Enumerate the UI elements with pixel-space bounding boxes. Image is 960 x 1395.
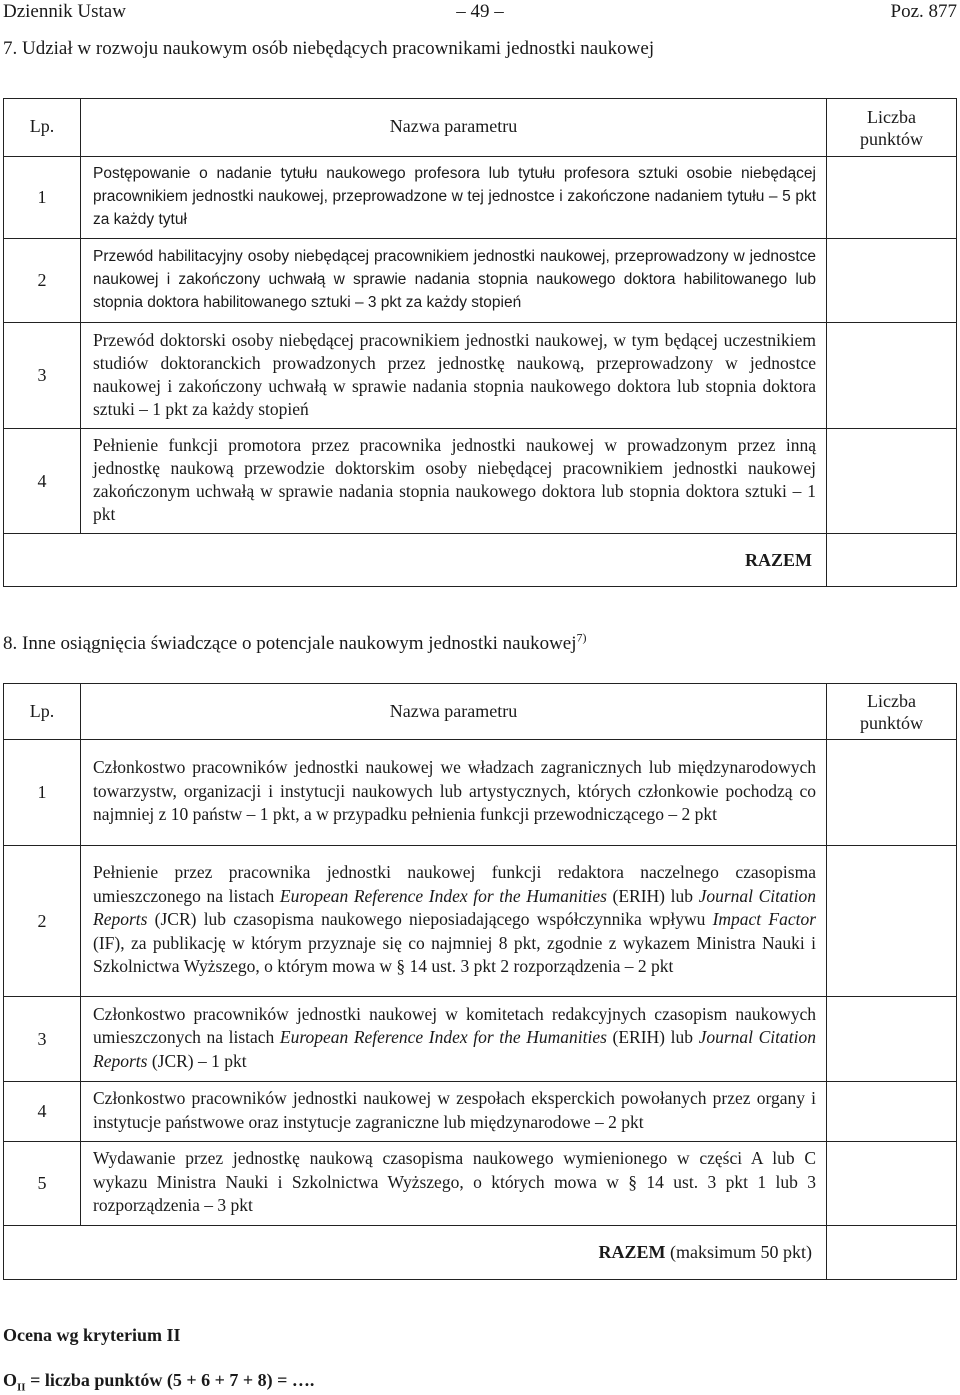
points-cell[interactable]	[827, 239, 957, 323]
section-8-table	[3, 683, 957, 1280]
points-header	[827, 99, 957, 157]
parameter-text: Członkostwo pracowników jednostki naukowej w komitetach redakcyjnych czasopism naukowych umieszczonych na listach European Reference Index for the Humanities (ERIH) lub Journal Citation Reports (JCR) – 1 pkt	[81, 997, 827, 1082]
row-number: 3	[4, 323, 81, 429]
points-header	[827, 684, 957, 740]
total-row	[4, 534, 957, 587]
table-row	[4, 429, 957, 534]
section-7-table	[3, 98, 957, 587]
total-label: RAZEM (maksimum 50 pkt)	[4, 1226, 827, 1280]
row-number: 1	[4, 740, 81, 846]
table-row	[4, 740, 957, 846]
table-header-row	[4, 99, 957, 157]
points-cell[interactable]	[827, 1082, 957, 1142]
name-header: Nazwa parametru	[81, 99, 827, 157]
row-number: 5	[4, 1142, 81, 1226]
table-row	[4, 997, 957, 1082]
row-number: 3	[4, 997, 81, 1082]
table-row	[4, 1082, 957, 1142]
total-points-cell[interactable]	[827, 1226, 957, 1280]
total-label: RAZEM	[4, 534, 827, 587]
points-header-line1: Liczba	[867, 690, 916, 711]
points-cell[interactable]	[827, 323, 957, 429]
criterion-title: Ocena wg kryterium II	[3, 1325, 181, 1345]
points-header-line1: Liczba	[867, 106, 916, 127]
section-8-title: 8. Inne osiągnięcia świadczące o potencjale naukowym jednostki naukowej$^{7)}$	[3, 630, 587, 654]
footnote-ref: 7)	[576, 630, 587, 645]
table-row	[4, 239, 957, 323]
table-row	[4, 157, 957, 239]
points-cell[interactable]	[827, 740, 957, 846]
parameter-text: Członkostwo pracowników jednostki naukowej w zespołach eksperckich powołanych przez organy i instytucje państwowe oraz instytucje zagraniczne lub międzynarodowe – 2 pkt	[81, 1082, 827, 1142]
page-number: – 49 –	[456, 1, 504, 22]
total-row	[4, 1226, 957, 1280]
points-header-line2: punktów	[860, 712, 923, 733]
points-cell[interactable]	[827, 997, 957, 1082]
row-number: 1	[4, 157, 81, 239]
table-header-row	[4, 684, 957, 740]
row-number: 2	[4, 846, 81, 997]
position-number: Poz. 877	[890, 1, 957, 22]
parameter-text: Pełnienie funkcji promotora przez pracownika jednostki naukowej w prowadzonym przez inną jednostkę naukową przewodzie doktorskim osoby niebędącej pracownikiem jednostki naukowej zakończonym uchwałą w sprawie nadania stopnia naukowego doktora lub stopnia doktora sztuki – 1 pkt	[81, 429, 827, 534]
name-header: Nazwa parametru	[81, 684, 827, 740]
section-7-title: 7. Udział w rozwoju naukowym osób niebędących pracownikami jednostki naukowej	[3, 38, 655, 59]
points-cell[interactable]	[827, 429, 957, 534]
parameter-text: Postępowanie o nadanie tytułu naukowego profesora lub tytułu profesora sztuki osobie niebędącej pracownikiem jednostki naukowej, przeprowadzone w tej jednostce i zakończone nadaniem tytułu – 5 pkt za każdy tytuł	[81, 157, 827, 239]
points-cell[interactable]	[827, 1142, 957, 1226]
lp-header: Lp.	[4, 99, 81, 157]
points-cell[interactable]	[827, 157, 957, 239]
lp-header: Lp.	[4, 684, 81, 740]
row-number: 2	[4, 239, 81, 323]
row-number: 4	[4, 1082, 81, 1142]
table-row	[4, 846, 957, 997]
table-row	[4, 1142, 957, 1226]
page-header	[0, 0, 960, 26]
parameter-text: Wydawanie przez jednostkę naukową czasopisma naukowego wymienionego w części A lub C wykazu Ministra Nauki i Szkolnictwa Wyższego, o których mowa w § 14 ust. 3 pkt 1 lub 3 rozporządzenia – 3 pkt	[81, 1142, 827, 1226]
total-points-cell[interactable]	[827, 534, 957, 587]
table-row	[4, 323, 957, 429]
parameter-text: Członkostwo pracowników jednostki naukowej we władzach zagranicznych lub międzynarodowych towarzystw, organizacji i instytucji naukowych lub artystycznych, których członkowie pochodzą co najmniej z 10 państw – 1 pkt, a w przypadku pełnienia funkcji przewodniczącego – 2 pkt	[81, 740, 827, 846]
journal-name: Dziennik Ustaw	[3, 1, 126, 22]
row-number: 4	[4, 429, 81, 534]
points-cell[interactable]	[827, 846, 957, 997]
parameter-text: Przewód habilitacyjny osoby niebędącej pracownikiem jednostki naukowej, przeprowadzony w jednostce naukowej i zakończony uchwałą w sprawie nadania stopnia naukowego doktora habilitowanego lub stopnia doktora habilitowanego sztuki – 3 pkt za każdy stopień	[81, 239, 827, 323]
parameter-text: Przewód doktorski osoby niebędącej pracownikiem jednostki naukowej, w tym będącej uczestnikiem studiów doktoranckich prowadzonych przez jednostkę naukową, przeprowadzony w jednostce naukowej i zakończony uchwałą w sprawie nadania stopnia naukowego doktora lub stopnia doktora sztuki – 1 pkt za każdy stopień	[81, 323, 827, 429]
criterion-formula: $O_{II}$ = liczba punktów (5 + 6 + 7 + 8) = ….	[3, 1370, 315, 1394]
parameter-text: Pełnienie przez pracownika jednostki naukowej funkcji redaktora naczelnego czasopisma umieszczonego na listach European Reference Index for the Humanities (ERIH) lub Journal Citation Reports (JCR) lub czasopisma naukowego nieposiadającego współczynnika wpływu Impact Factor (IF), za publikację w którym przyznaje się co najmniej 8 pkt, zgodnie z wykazem Ministra Nauki i Szkolnictwa Wyższego, o którym mowa w § 14 ust. 3 pkt 2 rozporządzenia – 2 pkt	[81, 846, 827, 997]
points-header-line2: punktów	[860, 128, 923, 149]
